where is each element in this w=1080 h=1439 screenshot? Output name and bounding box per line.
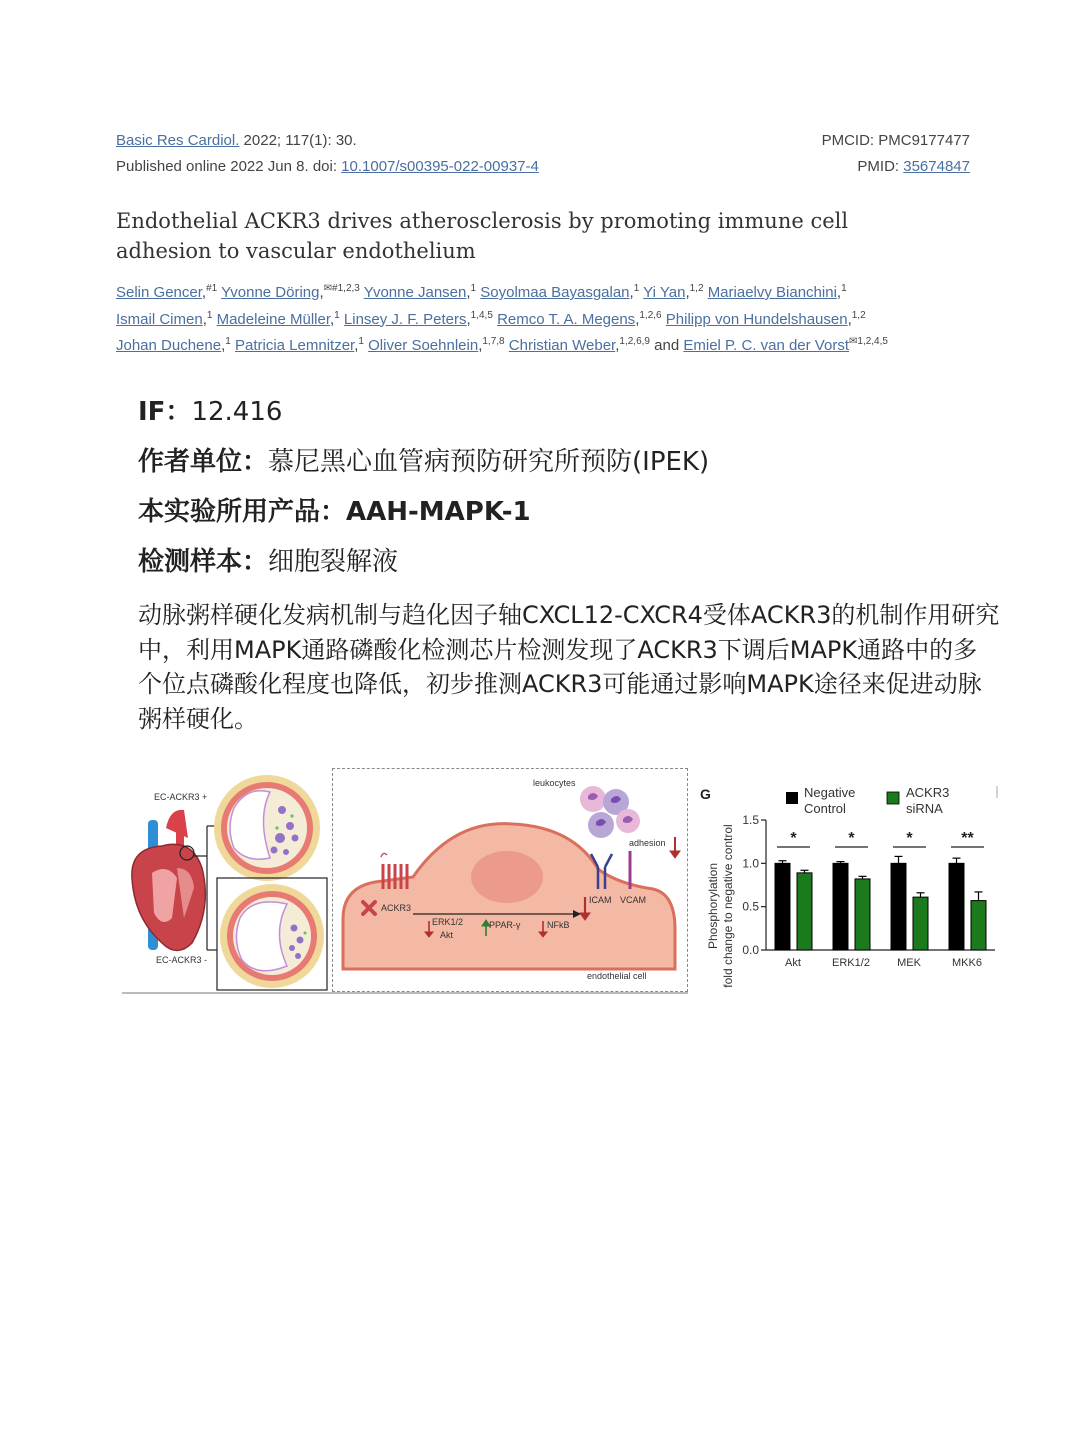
bar xyxy=(891,863,906,950)
author-affil: 1 xyxy=(358,336,364,347)
author-link[interactable]: Soyolmaa Bayasgalan xyxy=(480,284,630,301)
product xyxy=(138,492,709,542)
bar xyxy=(971,901,986,950)
endothelial-cell-illustration xyxy=(333,769,686,990)
author-link[interactable]: Selin Gencer xyxy=(116,284,202,301)
author-link[interactable]: Emiel P. C. van der Vorst xyxy=(683,337,849,354)
journal-issue: 2022; 117(1): 30. xyxy=(239,132,357,149)
author-link[interactable]: Patricia Lemnitzer xyxy=(235,337,355,354)
ec-ackr3-negative-label: EC-ACKR3 - xyxy=(156,955,208,965)
author-link[interactable]: Yvonne Döring xyxy=(221,284,320,301)
svg-text:ERK1/2: ERK1/2 xyxy=(832,957,870,969)
author-affil: 1 xyxy=(206,309,213,321)
published-date: Published online 2022 Jun 8. doi: xyxy=(116,158,342,175)
author-link[interactable]: Ismail Cimen xyxy=(116,310,203,328)
figure xyxy=(122,768,1002,994)
panel-label: G xyxy=(700,786,711,802)
author-link[interactable]: Mariaelvy Bianchini xyxy=(707,284,837,301)
author-affil: 1,2,6 xyxy=(639,309,662,321)
author-affil: 1,7,8 xyxy=(482,336,505,347)
bar xyxy=(949,863,964,950)
leukocytes-label: leukocytes xyxy=(533,778,576,788)
svg-text:Phosphorylation: Phosphorylation xyxy=(706,862,720,950)
journal-link[interactable]: Basic Res Cardiol. xyxy=(116,132,240,149)
svg-text:Negative: Negative xyxy=(804,785,856,800)
bar xyxy=(855,879,870,950)
ackr3-label: ACKR3 xyxy=(381,903,412,913)
pmid-label: PMID: xyxy=(857,158,904,175)
author-affil: ✉#1,2,3 xyxy=(323,283,360,294)
product-value: AAH-MAPK-1 xyxy=(346,497,531,527)
author-affil: 1,2,6,9 xyxy=(619,336,650,347)
artery-ackr3-positive-icon xyxy=(214,775,320,881)
article-title: Endothelial ACKR3 drives atherosclerosis by promoting immune cell adhesion to vascular endothelium xyxy=(116,209,849,263)
product-label: 本实验所用产品： xyxy=(138,497,347,527)
bar xyxy=(913,897,928,950)
nucleus-icon xyxy=(471,851,543,903)
citation-meta xyxy=(116,128,970,180)
arrow-down-icon xyxy=(670,851,680,858)
svg-text:Control: Control xyxy=(804,801,846,816)
summary-paragraph: 动脉粥样硬化发病机制与趋化因子轴CXCL12-CXCR4受体ACKR3的机制作用研究中，利用MAPK通路磷酸化检测芯片检测发现了ACKR3下调后MAPK通路中的多个位点磷酸化程度也降低，初步推测ACKR3可能通过影响MAPK途径来促进动脉粥样硬化。 xyxy=(138,601,1000,733)
akt-label: Akt xyxy=(440,930,454,940)
author-affil: #1 xyxy=(206,283,218,294)
pmcid: PMCID: PMC9177477 xyxy=(821,132,970,149)
figure-divider xyxy=(122,992,688,994)
svg-text:*: * xyxy=(906,830,913,847)
nfkb-label: NFkB xyxy=(547,920,570,930)
svg-text:**: ** xyxy=(961,830,974,847)
bar xyxy=(775,863,790,950)
impact-factor xyxy=(138,392,709,442)
authors-and: and xyxy=(649,337,684,354)
author-affil: 1 xyxy=(334,309,340,321)
author-link[interactable]: Oliver Soehnlein xyxy=(368,337,479,354)
author-affil: 1 xyxy=(225,336,231,347)
bar xyxy=(797,873,812,950)
svg-text:*: * xyxy=(848,830,855,847)
author-link[interactable]: Madeleine Müller xyxy=(216,310,330,328)
svg-text:fold change to negative contro: fold change to negative control xyxy=(721,824,735,988)
affiliation xyxy=(138,442,709,492)
heart-panel xyxy=(122,768,332,992)
ppar-label: PPAR-γ xyxy=(489,920,521,930)
svg-text:Akt: Akt xyxy=(785,957,801,969)
author-affil: 1,4,5 xyxy=(470,309,493,321)
author-link[interactable]: Philipp von Hundelshausen xyxy=(665,310,848,328)
pmid-link[interactable]: 35674847 xyxy=(903,158,970,175)
author-link[interactable]: Remco T. A. Megens xyxy=(497,310,636,328)
svg-text:*: * xyxy=(790,830,797,847)
endothelial-cell-label: endothelial cell xyxy=(587,971,647,981)
ec-ackr3-positive-label: EC-ACKR3 + xyxy=(154,792,208,802)
affiliation-label: 作者单位： xyxy=(138,447,269,477)
phosphorylation-chart xyxy=(697,768,1002,994)
svg-text:MKK6: MKK6 xyxy=(952,957,982,969)
doi-link[interactable]: 10.1007/s00395-022-00937-4 xyxy=(341,158,539,175)
sample xyxy=(138,542,709,592)
author-link[interactable]: Linsey J. F. Peters xyxy=(343,310,467,328)
icam-label: ICAM xyxy=(589,895,612,905)
author-list: Selin Gencer,$^{\#1}$ Yvonne Döring,$^{✉\#1,2,3}$ Yvonne Jansen,$^1$ Soyolmaa Bayasgalan,$^1$ Yi Yan,$^{1,2}$ Mariaelvy Bianchini,$^1$ Ismail Cimen,$^1$ Madeleine Müller,$^1$ Linsey J. F. Peters,$^{1,4,5}$ Remco T. A. Megens,$^{1,2,6}$ Philipp von Hundelshausen,$^{1,2}$ Johan Duchene,$^1$ Patricia Lemnitzer,$^1$ Oliver Soehnlein,$^{1,7,8}$ Christian Weber,$^{1,2,6,9}$ and Emiel P. C. van der Vorst$^{✉1,2,4,5}$ xyxy=(116,283,888,354)
author-affil: 1 xyxy=(470,283,477,294)
sample-label: 检测样本： xyxy=(138,547,269,577)
endothelial-cell-panel xyxy=(332,768,688,992)
study-info xyxy=(138,392,709,592)
svg-text:MEK: MEK xyxy=(897,957,921,969)
if-label: IF： xyxy=(138,397,192,427)
author-affil: 1 xyxy=(633,283,640,294)
svg-text:siRNA: siRNA xyxy=(906,801,943,816)
author-affil: 1,2 xyxy=(689,283,704,294)
bar xyxy=(833,863,848,950)
author-link[interactable]: Yvonne Jansen xyxy=(363,284,467,301)
bar-chart xyxy=(697,768,1002,994)
affiliation-value: 慕尼黑心血管病预防研究所预防(IPEK) xyxy=(268,447,710,477)
author-affil: 1 xyxy=(841,283,847,294)
author-affil: ✉1,2,4,5 xyxy=(849,336,888,347)
svg-text:1.5: 1.5 xyxy=(742,813,759,827)
author-link[interactable]: Yi Yan xyxy=(643,284,686,301)
author-link[interactable]: Christian Weber xyxy=(508,337,616,354)
svg-text:0.5: 0.5 xyxy=(742,899,759,914)
vcam-label: VCAM xyxy=(620,895,647,905)
svg-text:1.0: 1.0 xyxy=(742,856,759,871)
adhesion-label: adhesion xyxy=(629,838,666,848)
artery-ackr3-negative-icon xyxy=(220,884,324,988)
svg-text:ACKR3: ACKR3 xyxy=(906,785,950,800)
erk-label: ERK1/2 xyxy=(432,917,464,927)
author-link[interactable]: Johan Duchene xyxy=(116,337,222,354)
if-value: 12.416 xyxy=(191,397,283,427)
svg-text:0.0: 0.0 xyxy=(742,943,759,957)
author-affil: 1,2 xyxy=(851,309,866,321)
sample-value: 细胞裂解液 xyxy=(268,547,399,577)
leukocytes-icon xyxy=(580,786,640,838)
